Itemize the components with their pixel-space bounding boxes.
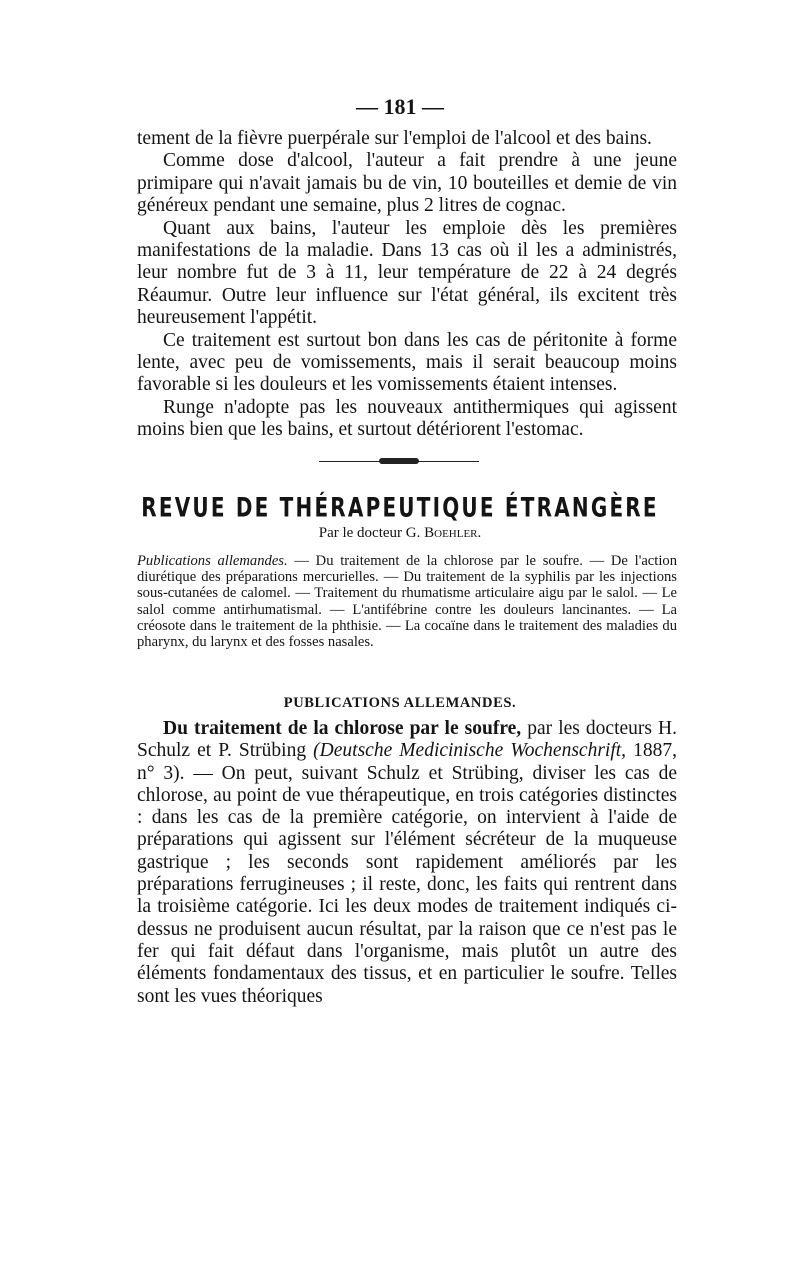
article-body bbox=[137, 718, 677, 1008]
article-journal: (Deutsche Medicinische Wochenschrift, bbox=[313, 740, 627, 762]
rule-ornament bbox=[379, 458, 419, 464]
paragraph-peritonitis: Ce traitement est surtout bon dans les cas de péritonite à forme lente, avec peu de vomissements, mais il serait beaucoup moins favorable si les douleurs et les vomissements étaient intenses. bbox=[137, 329, 677, 396]
section-title: REVUE DE THÉRAPEUTIQUE ÉTRANGÈRE bbox=[141, 491, 659, 524]
summary-lead: Publications allemandes. bbox=[137, 553, 288, 569]
paragraph-runge: Runge n'adopte pas les nouveaux antithermiques qui agissent moins bien que les bains, et surtout détériorent l'estomac. bbox=[137, 396, 677, 441]
byline-prefix: Par le docteur G. bbox=[318, 525, 421, 541]
article-authors: par les docteurs H. Schulz et P. Strübing bbox=[137, 718, 677, 762]
summary-text: — Du traitement de la chlorose par le soufre. — De l'action diurétique des préparations mercurielles. — Du traitement de la syphilis par les injections sous-cutanées de calomel. — Traitement du rhumatisme articulaire aigu par le salol. — Le salol comme antirhumatismal. — L'antifébrine contre les douleurs lancinantes. — La créosote dans le traitement de la phthisie. — La cocaïne dans le traitement des maladies du pharynx, du larynx et des fosses nasales. bbox=[137, 553, 677, 651]
article-title: Du traitement de la chlorose par le soufre, bbox=[163, 718, 522, 739]
paragraph-continuation: tement de la fièvre puerpérale sur l'emploi de l'alcool et des bains. bbox=[137, 128, 652, 149]
decorative-rule bbox=[319, 460, 479, 463]
continued-text bbox=[137, 128, 677, 442]
paragraph-baths: Quant aux bains, l'auteur les emploie dès les premières manifestations de la maladie. Dans 13 cas où il les a administrés, leur nombre fut de 3 à 11, leur température de 22 à 24 degrés Réaumur. Outre leur influence sur l'état général, ils excitent très heureusement l'appétit. bbox=[137, 217, 677, 329]
summary-contents bbox=[137, 553, 677, 650]
subsection-title: PUBLICATIONS ALLEMANDES. bbox=[283, 695, 517, 711]
paragraph-alcohol-dose: Comme dose d'alcool, l'auteur a fait prendre à une jeune primipare qui n'avait jamais bu de vin, 10 bouteilles et demie de vin généreux pendant une semaine, plus 2 litres de cognac. bbox=[137, 150, 677, 217]
article-paragraph bbox=[137, 718, 677, 1008]
byline bbox=[0, 525, 800, 542]
byline-author: Boehler. bbox=[424, 525, 482, 541]
top-paragraphs bbox=[137, 128, 677, 442]
article-text: 1887, n° 3). — On peut, suivant Schulz et Strübing, diviser les cas de chlorose, au point de vue thérapeutique, en trois catégories distinctes : dans les cas de la première catégorie, on intervient à l'aide de préparations qui agissent sur l'élément sécréteur de la muqueuse gastrique ; les seconds sont rapidement améliorés par les préparations ferrugineuses ; il reste, donc, les faits qui rentrent dans la troisième catégorie. Ici les deux modes de traitement indiqués ci-dessus ne produisent aucun résultat, par la raison que ce n'est pas le fer qui fait défaut dans l'organisme, mais plutôt un autre des éléments fondamentaux des tissus, et en particulier le soufre. Telles sont les vues théoriques bbox=[137, 740, 677, 1007]
page-number: — 181 — bbox=[356, 94, 444, 119]
